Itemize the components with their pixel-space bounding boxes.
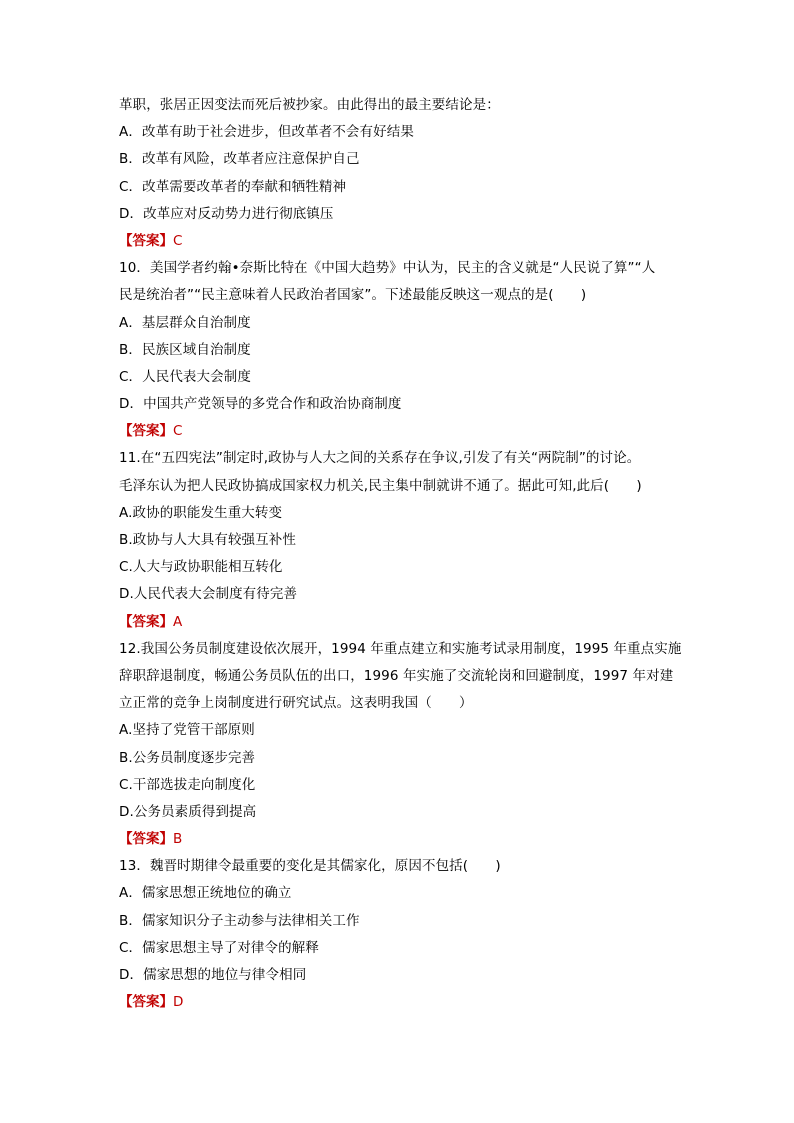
question-10 <box>119 255 691 445</box>
option-d: D.人民代表大会制度有待完善 <box>119 586 298 603</box>
option-b: B.公务员制度逐步完善 <box>119 749 256 766</box>
question-stem-line-1: 10．美国学者约翰•奈斯比特在《中国大趋势》中认为，民主的含义就是“人民说了算”“人 <box>119 260 656 277</box>
answer-label: 【答案】 <box>119 232 173 249</box>
question-11 <box>119 445 691 635</box>
option-b: B．民族区域自治制度 <box>119 341 251 358</box>
question-9 <box>119 92 691 255</box>
answer-line <box>119 826 691 853</box>
option-a: A．儒家思想正统地位的确立 <box>119 885 292 902</box>
answer-line <box>119 418 691 445</box>
question-stem-line-1: 12.我国公务员制度建设依次展开，1994 年重点建立和实施考试录用制度，1995 年重点实施 <box>119 640 682 657</box>
option-b: B.政协与人大具有较强互补性 <box>119 532 296 548</box>
option-c: C.干部选拔走向制度化 <box>119 776 256 793</box>
answer-value: A <box>173 613 183 630</box>
answer-label: 【答案】 <box>119 423 173 440</box>
option-d: D．改革应对反动势力进行彻底镇压 <box>119 205 334 222</box>
question-stem: 革职，张居正因变法而死后被抄家。由此得出的最主要结论是： <box>119 97 500 113</box>
answer-label: 【答案】 <box>119 831 173 848</box>
answer-value: C <box>173 232 183 249</box>
option-a: A．基层群众自治制度 <box>119 314 251 331</box>
question-stem-line-1: 11.在“五四宪法”制定时,政协与人大之间的关系存在争议,引发了有关“两院制”的讨论。 <box>119 450 641 467</box>
answer-value: C <box>173 423 183 440</box>
option-c: C．儒家思想主导了对律令的解释 <box>119 939 319 956</box>
answer-line <box>119 989 691 1016</box>
answer-label: 【答案】 <box>119 994 173 1011</box>
document-page <box>119 92 691 1016</box>
option-a: A．改革有助于社会进步，但改革者不会有好结果 <box>119 124 414 141</box>
option-d: D．中国共产党领导的多党合作和政治协商制度 <box>119 396 402 413</box>
option-d: D.公务员素质得到提高 <box>119 803 257 820</box>
question-stem-line-3: 立正常的竞争上岗制度进行研究试点。这表明我国（ ） <box>119 695 473 712</box>
answer-line <box>119 228 691 255</box>
answer-value: B <box>173 831 183 848</box>
option-c: C．改革需要改革者的奉献和牺牲精神 <box>119 178 347 195</box>
question-12 <box>119 636 691 854</box>
option-b: B．改革有风险，改革者应注意保护自己 <box>119 151 360 168</box>
option-b: B．儒家知识分子主动参与法律相关工作 <box>119 912 360 929</box>
question-13 <box>119 853 691 1016</box>
question-stem-line-2: 辞职辞退制度，畅通公务员队伍的出口，1996 年实施了交流轮岗和回避制度，1997 年对建 <box>119 667 674 684</box>
answer-line <box>119 609 691 636</box>
answer-value: D <box>173 994 184 1011</box>
question-stem-line-2: 民是统治者”“民主意味着人民政治者国家”。下述最能反映这一观点的是( ) <box>119 287 587 304</box>
question-stem-line-2: 毛泽东认为把人民政协搞成国家权力机关,民主集中制就讲不通了。据此可知,此后( ) <box>119 477 642 494</box>
option-a: A.政协的职能发生重大转变 <box>119 504 283 521</box>
answer-label: 【答案】 <box>119 613 173 630</box>
option-c: C.人大与政协职能相互转化 <box>119 559 283 576</box>
option-a: A.坚持了党管干部原则 <box>119 722 255 739</box>
question-stem-line-1: 13．魏晋时期律令最重要的变化是其儒家化，原因不包括( ) <box>119 858 501 875</box>
option-d: D．儒家思想的地位与律令相同 <box>119 967 307 983</box>
option-c: C．人民代表大会制度 <box>119 368 251 385</box>
